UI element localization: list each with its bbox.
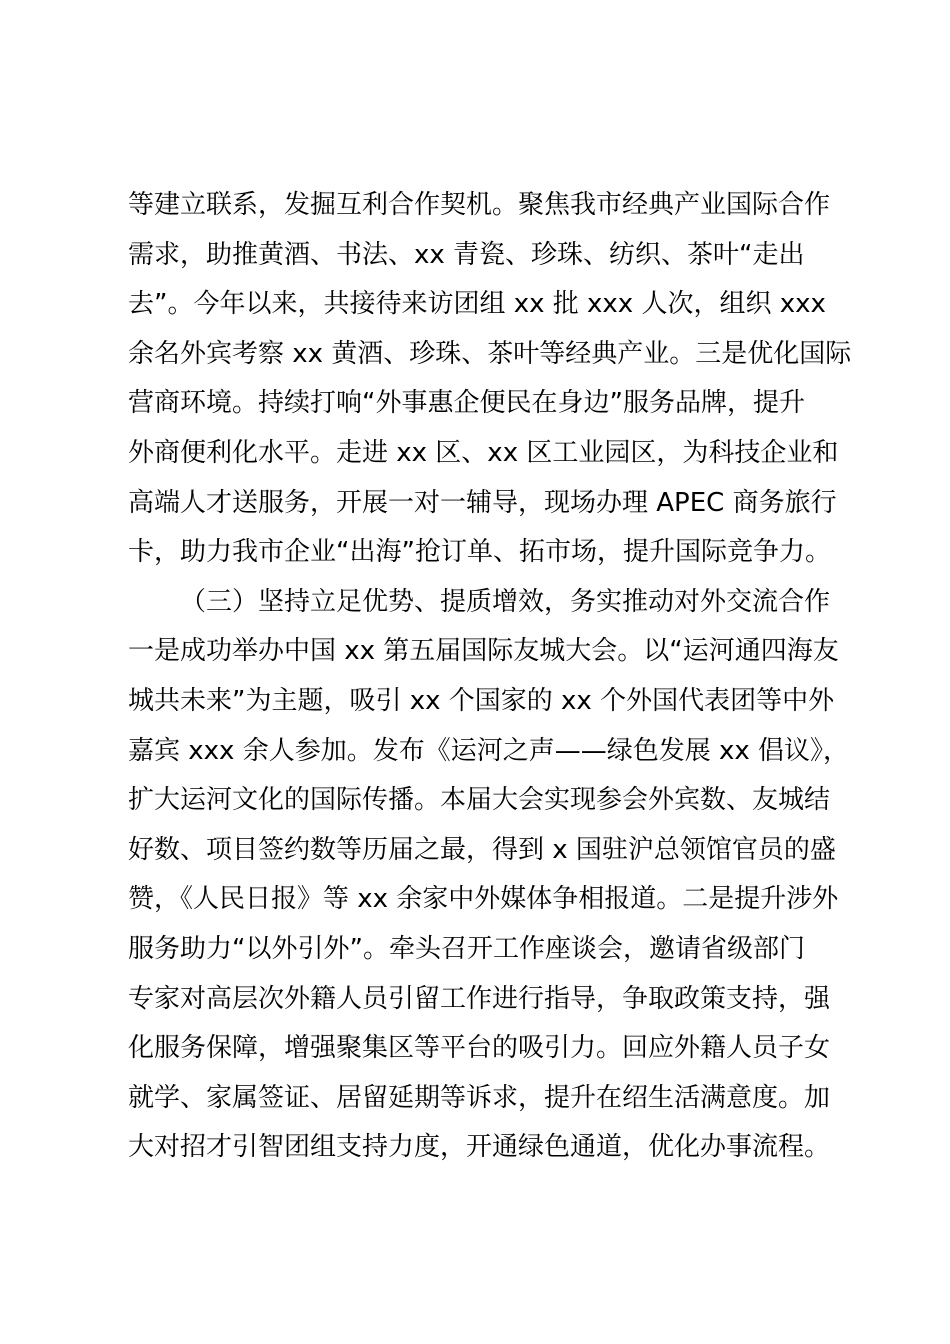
text-line: 需求，助推黄酒、书法、xx 青瓷、珍珠、纺织、茶叶“走出 — [128, 239, 805, 270]
text-line: 大对招才引智团组支持力度，开通绿色通道，优化办事流程。 — [128, 1132, 831, 1163]
text-line: 去”。今年以来，共接待来访团组 xx 批 xxx 人次，组织 xxx — [128, 289, 826, 320]
text-line: 等建立联系，发掘互利合作契机。聚焦我市经典产业国际合作 — [128, 190, 831, 220]
text-line: 嘉宾 xxx 余人参加。发布《运河之声——绿色发展 xx 倡议》， — [128, 735, 849, 766]
text-line: 城共未来”为主题，吸引 xx 个国家的 xx 个外国代表团等中外 — [128, 685, 835, 716]
text-line: 扩大运河文化的国际传播。本届大会实现参会外宾数、友城结 — [128, 785, 831, 816]
text-line: 专家对高层次外籍人员引留工作进行指导，争取政策支持，强 — [128, 983, 831, 1014]
section-heading: （三）坚持立足优势、提质增效，务实推动对外交流合作 — [180, 586, 831, 617]
text-line: 化服务保障，增强聚集区等平台的吸引力。回应外籍人员子女 — [128, 1033, 831, 1064]
text-line: 余名外宾考察 xx 黄酒、珍珠、茶叶等经典产业。三是优化国际 — [128, 338, 852, 369]
body-text — [128, 181, 858, 1173]
text-line: 服务助力“以外引外”。牵头召开工作座谈会，邀请省级部门 — [128, 933, 805, 964]
text-line: 一是成功举办中国 xx 第五届国际友城大会。以“运河通四海友 — [128, 636, 839, 667]
text-line: 好数、项目签约数等历届之最，得到 x 国驻沪总领馆官员的盛 — [128, 834, 836, 865]
text-line: 就学、家属签证、居留延期等诉求，提升在绍生活满意度。加 — [128, 1082, 831, 1113]
text-line: 高端人才送服务，开展一对一辅导，现场办理 APEC 商务旅行 — [128, 487, 837, 518]
text-line: 赞，《人民日报》等 xx 余家中外媒体争相报道。二是提升涉外 — [128, 884, 839, 915]
text-line: 卡，助力我市企业“出海”抢订单、拓市场，提升国际竞争力。 — [128, 537, 831, 568]
text-line: 营商环境。持续打响“外事惠企便民在身边”服务品牌，提升 — [128, 388, 805, 419]
text-line: 外商便利化水平。走进 xx 区、xx 区工业园区，为科技企业和 — [128, 437, 839, 468]
